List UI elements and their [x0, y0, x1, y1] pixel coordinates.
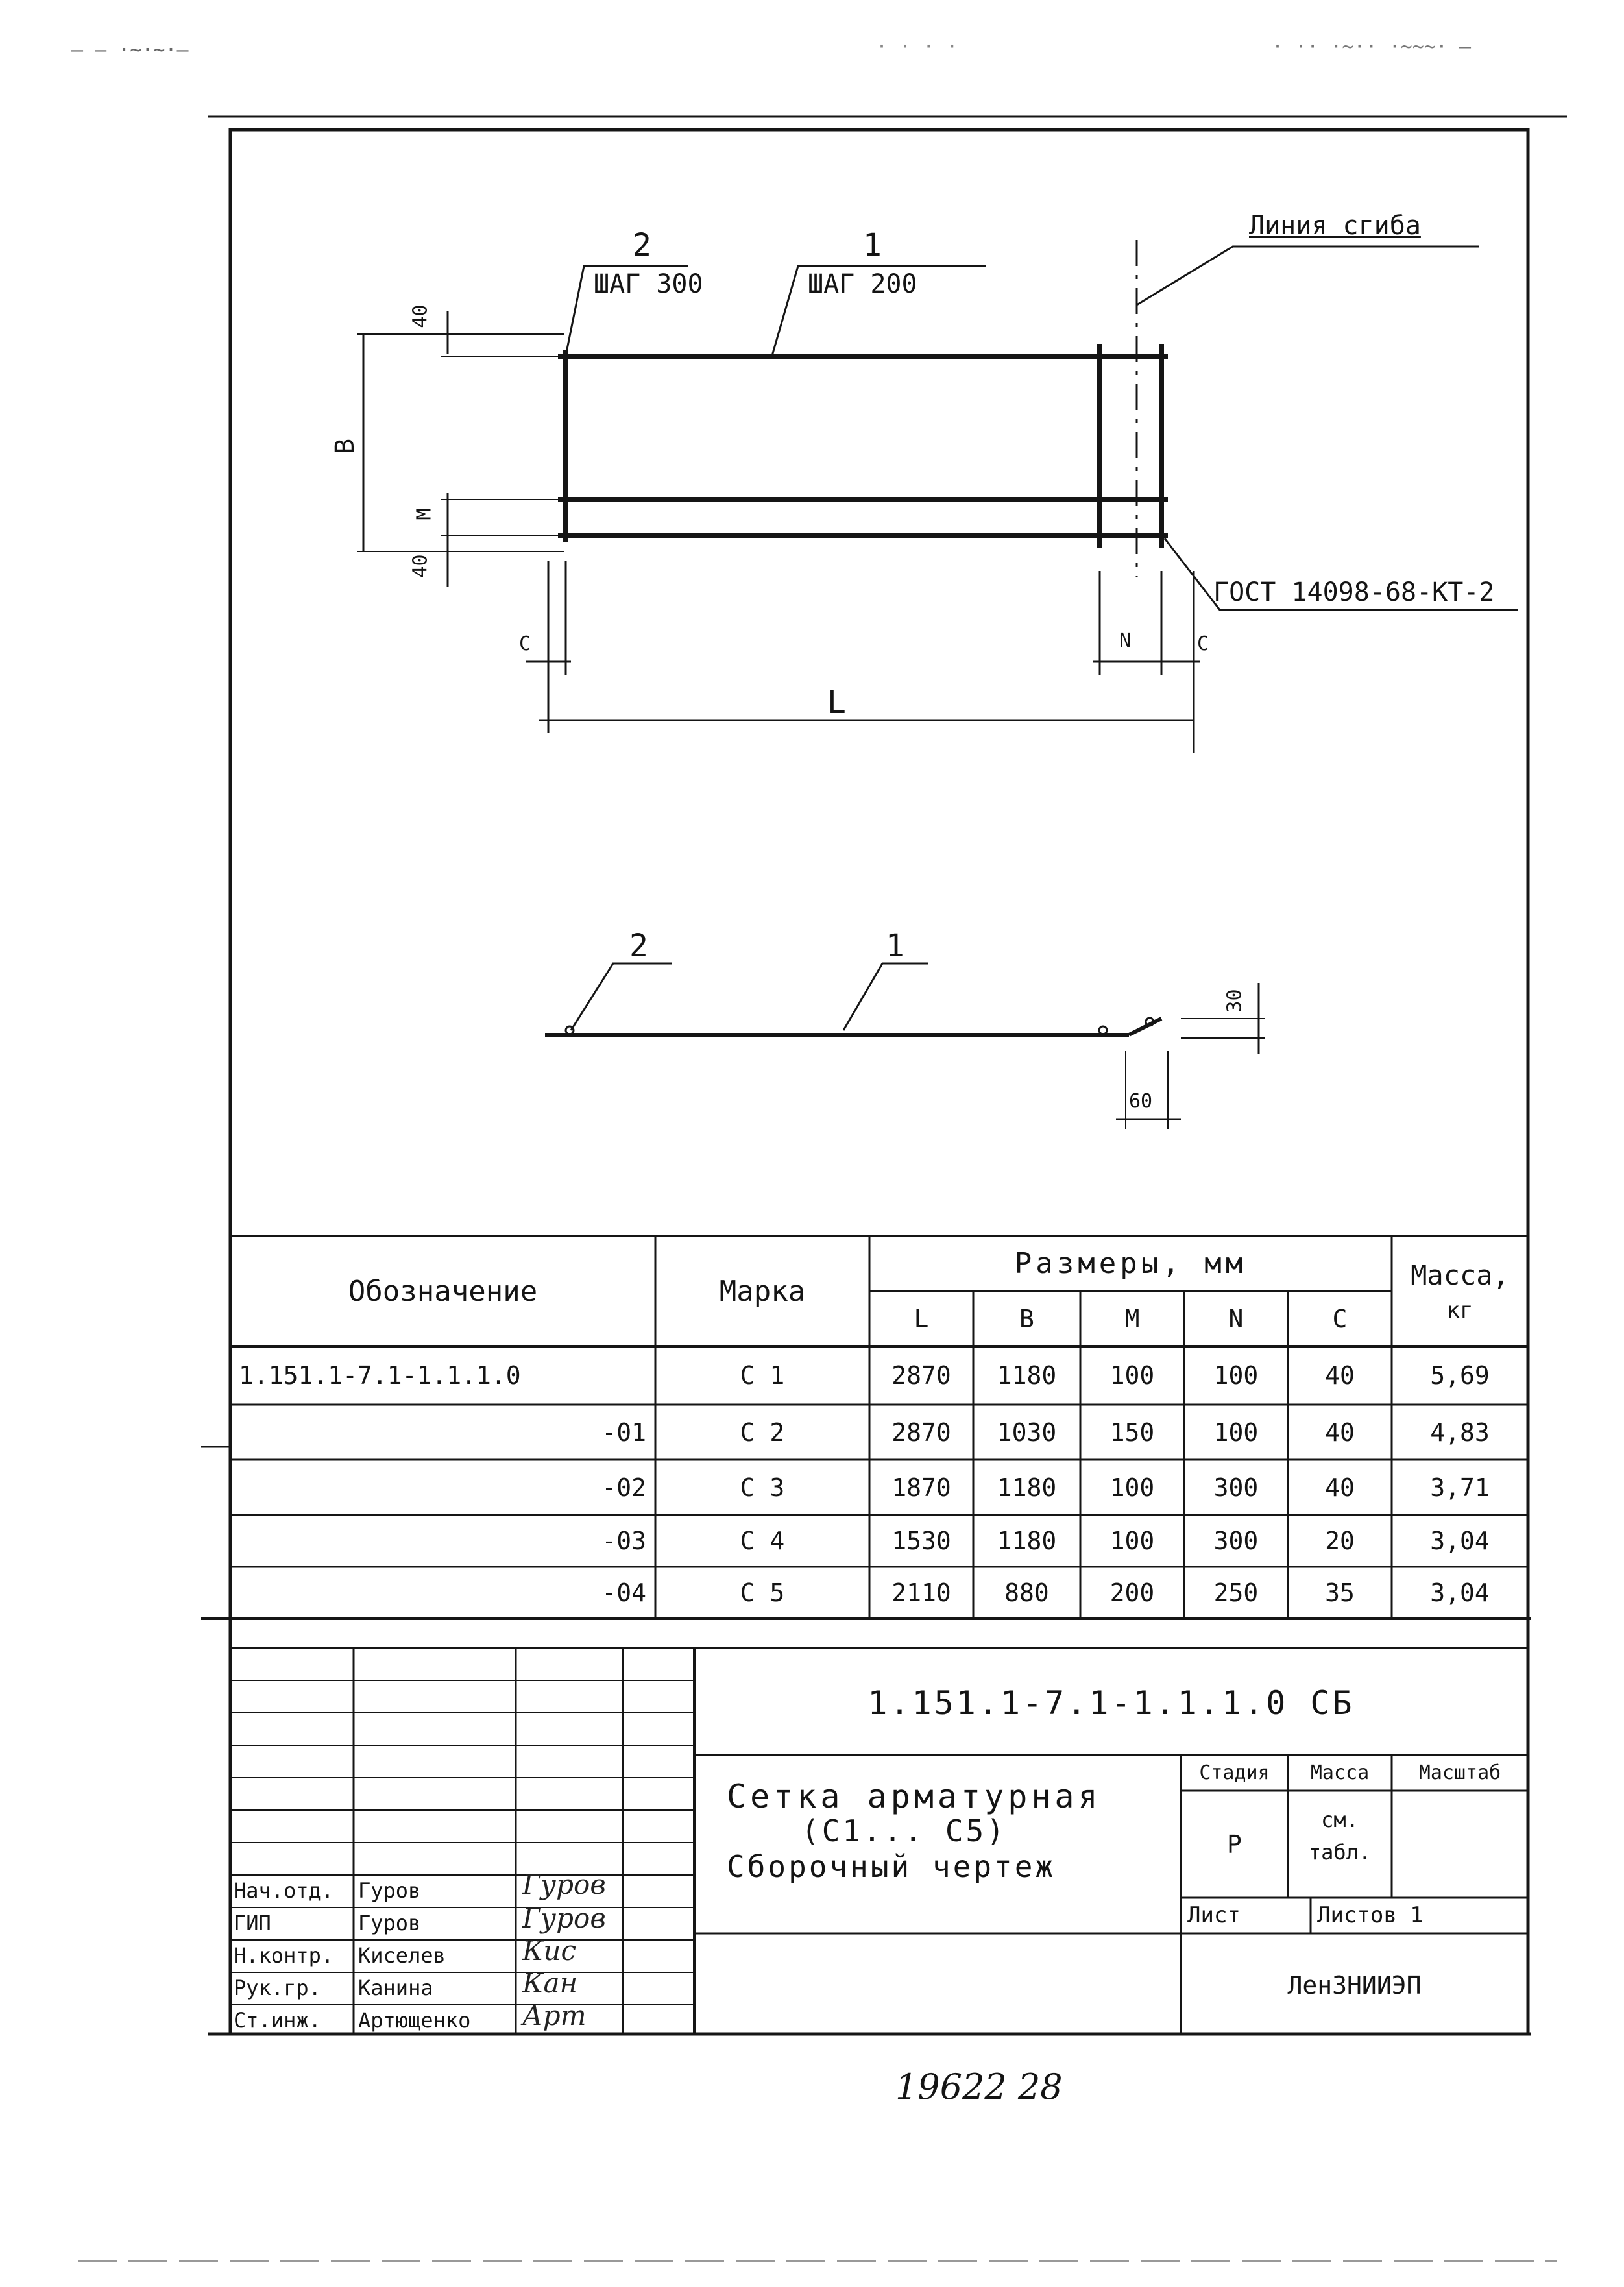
row-N: 100 — [1213, 1418, 1259, 1447]
col-size-N: N — [1228, 1304, 1244, 1333]
gost-label: ГОСТ 14098-68-КТ-2 — [1213, 577, 1495, 607]
dim-N: N — [1119, 629, 1132, 652]
staff-name: Киселев — [358, 1943, 446, 1968]
staff-name: Гуров — [358, 1878, 421, 1903]
mass-label: Масса — [1310, 1761, 1370, 1784]
row-L: 1870 — [891, 1473, 951, 1502]
dim-40-top: 40 — [409, 304, 432, 328]
staff-role: ГИП — [234, 1911, 271, 1935]
inner-frame — [230, 130, 1528, 2034]
mass-value-2: табл. — [1308, 1840, 1372, 1865]
row-B: 1180 — [997, 1527, 1057, 1555]
dim-60: 60 — [1129, 1090, 1153, 1113]
row-mass: 4,83 — [1430, 1418, 1490, 1447]
row-C: 20 — [1325, 1527, 1355, 1555]
title-line-2: (С1... С5) — [801, 1813, 1007, 1848]
col-sizes: Размеры, мм — [1014, 1247, 1247, 1280]
staff-signature: Гуров — [522, 1902, 606, 1934]
row-C: 40 — [1325, 1473, 1355, 1502]
row-mark: С 3 — [740, 1473, 785, 1502]
row-designation: -04 — [601, 1579, 646, 1607]
dim-M: M — [413, 508, 436, 520]
staff-role: Нач.отд. — [234, 1878, 334, 1903]
bend-line-label: Линия сгиба — [1249, 211, 1421, 241]
header-noise-left: — — ·~·~·— — [71, 39, 189, 62]
row-B: 1180 — [997, 1361, 1057, 1390]
staff-name: Гуров — [358, 1911, 421, 1935]
col-mass: Масса, — [1411, 1259, 1509, 1291]
plan-pos-2-step: ШАГ 300 — [594, 269, 703, 299]
row-C: 35 — [1325, 1579, 1355, 1607]
row-B: 1030 — [997, 1418, 1057, 1447]
row-mark: С 5 — [740, 1579, 785, 1607]
side-pos-2: 2 — [629, 928, 648, 964]
col-mark: Марка — [719, 1274, 806, 1308]
header-noise-middle: · · · · — [876, 36, 958, 58]
staff-signature: Арт — [522, 2000, 587, 2031]
stage-value: Р — [1227, 1830, 1242, 1859]
col-size-L: L — [914, 1304, 929, 1333]
row-N: 100 — [1213, 1361, 1259, 1390]
col-mass-unit: кг — [1446, 1298, 1473, 1324]
sheet-label: Лист — [1187, 1902, 1241, 1928]
staff-role: Ст.инж. — [234, 2008, 321, 2033]
row-M: 100 — [1109, 1473, 1155, 1502]
col-size-M: M — [1124, 1304, 1140, 1333]
row-N: 250 — [1213, 1579, 1259, 1607]
col-size-B: B — [1019, 1304, 1034, 1333]
sheets-label: Листов 1 — [1317, 1902, 1424, 1928]
row-M: 150 — [1109, 1418, 1155, 1447]
row-designation: -01 — [601, 1418, 646, 1447]
col-size-C: C — [1332, 1304, 1348, 1333]
title-line-1: Сетка арматурная — [727, 1778, 1102, 1815]
row-mark: С 2 — [740, 1418, 785, 1447]
row-designation: -03 — [601, 1527, 646, 1555]
doc-code: 1.151.1-7.1-1.1.1.0 СБ — [867, 1684, 1355, 1722]
header-noise-right: · ·· ·~·· ·~~~· — — [1272, 36, 1472, 58]
row-M: 200 — [1109, 1579, 1155, 1607]
row-mark: С 4 — [740, 1527, 785, 1555]
dim-C-right: C — [1197, 633, 1209, 655]
plan-pos-1-step: ШАГ 200 — [808, 269, 917, 299]
row-L: 2870 — [891, 1361, 951, 1390]
col-designation: Обозначение — [348, 1274, 538, 1308]
row-designation: 1.151.1-7.1-1.1.1.0 — [239, 1361, 521, 1390]
row-L: 1530 — [891, 1527, 951, 1555]
row-M: 100 — [1109, 1361, 1155, 1390]
title-line-3: Сборочный чертеж — [727, 1849, 1056, 1884]
scale-label: Масштаб — [1418, 1761, 1501, 1784]
dim-L: L — [827, 684, 846, 721]
row-N: 300 — [1213, 1527, 1259, 1555]
row-B: 880 — [1004, 1579, 1049, 1607]
plan-pos-1: 1 — [863, 227, 882, 263]
staff-signature: Кан — [522, 1967, 578, 1999]
mass-value-1: см. — [1321, 1808, 1359, 1832]
row-mark: С 1 — [740, 1361, 785, 1390]
row-B: 1180 — [997, 1473, 1057, 1502]
staff-name: Канина — [358, 1976, 433, 2000]
row-mass: 3,04 — [1430, 1527, 1490, 1555]
plan-pos-2: 2 — [633, 227, 651, 263]
footer-number: 19622 28 — [895, 2066, 1063, 2107]
dim-30: 30 — [1223, 989, 1246, 1013]
staff-role: Рук.гр. — [234, 1976, 321, 2000]
row-M: 100 — [1109, 1527, 1155, 1555]
row-mass: 3,04 — [1430, 1579, 1490, 1607]
row-L: 2110 — [891, 1579, 951, 1607]
row-C: 40 — [1325, 1361, 1355, 1390]
row-N: 300 — [1213, 1473, 1259, 1502]
row-mass: 5,69 — [1430, 1361, 1490, 1390]
row-designation: -02 — [601, 1473, 646, 1502]
side-pos-1: 1 — [886, 928, 904, 964]
dim-B: B — [330, 438, 361, 455]
organization-name: ЛенЗНИИЭП — [1287, 1971, 1422, 2000]
stage-label: Стадия — [1199, 1761, 1270, 1784]
staff-role: Н.контр. — [234, 1943, 334, 1968]
dim-40-bottom: 40 — [409, 554, 432, 578]
staff-name: Артющенко — [358, 2008, 471, 2033]
row-C: 40 — [1325, 1418, 1355, 1447]
staff-signature: Гуров — [522, 1869, 606, 1900]
dim-C-left: C — [519, 633, 531, 655]
row-L: 2870 — [891, 1418, 951, 1447]
staff-signature: Кис — [522, 1935, 577, 1966]
row-mass: 3,71 — [1430, 1473, 1490, 1502]
